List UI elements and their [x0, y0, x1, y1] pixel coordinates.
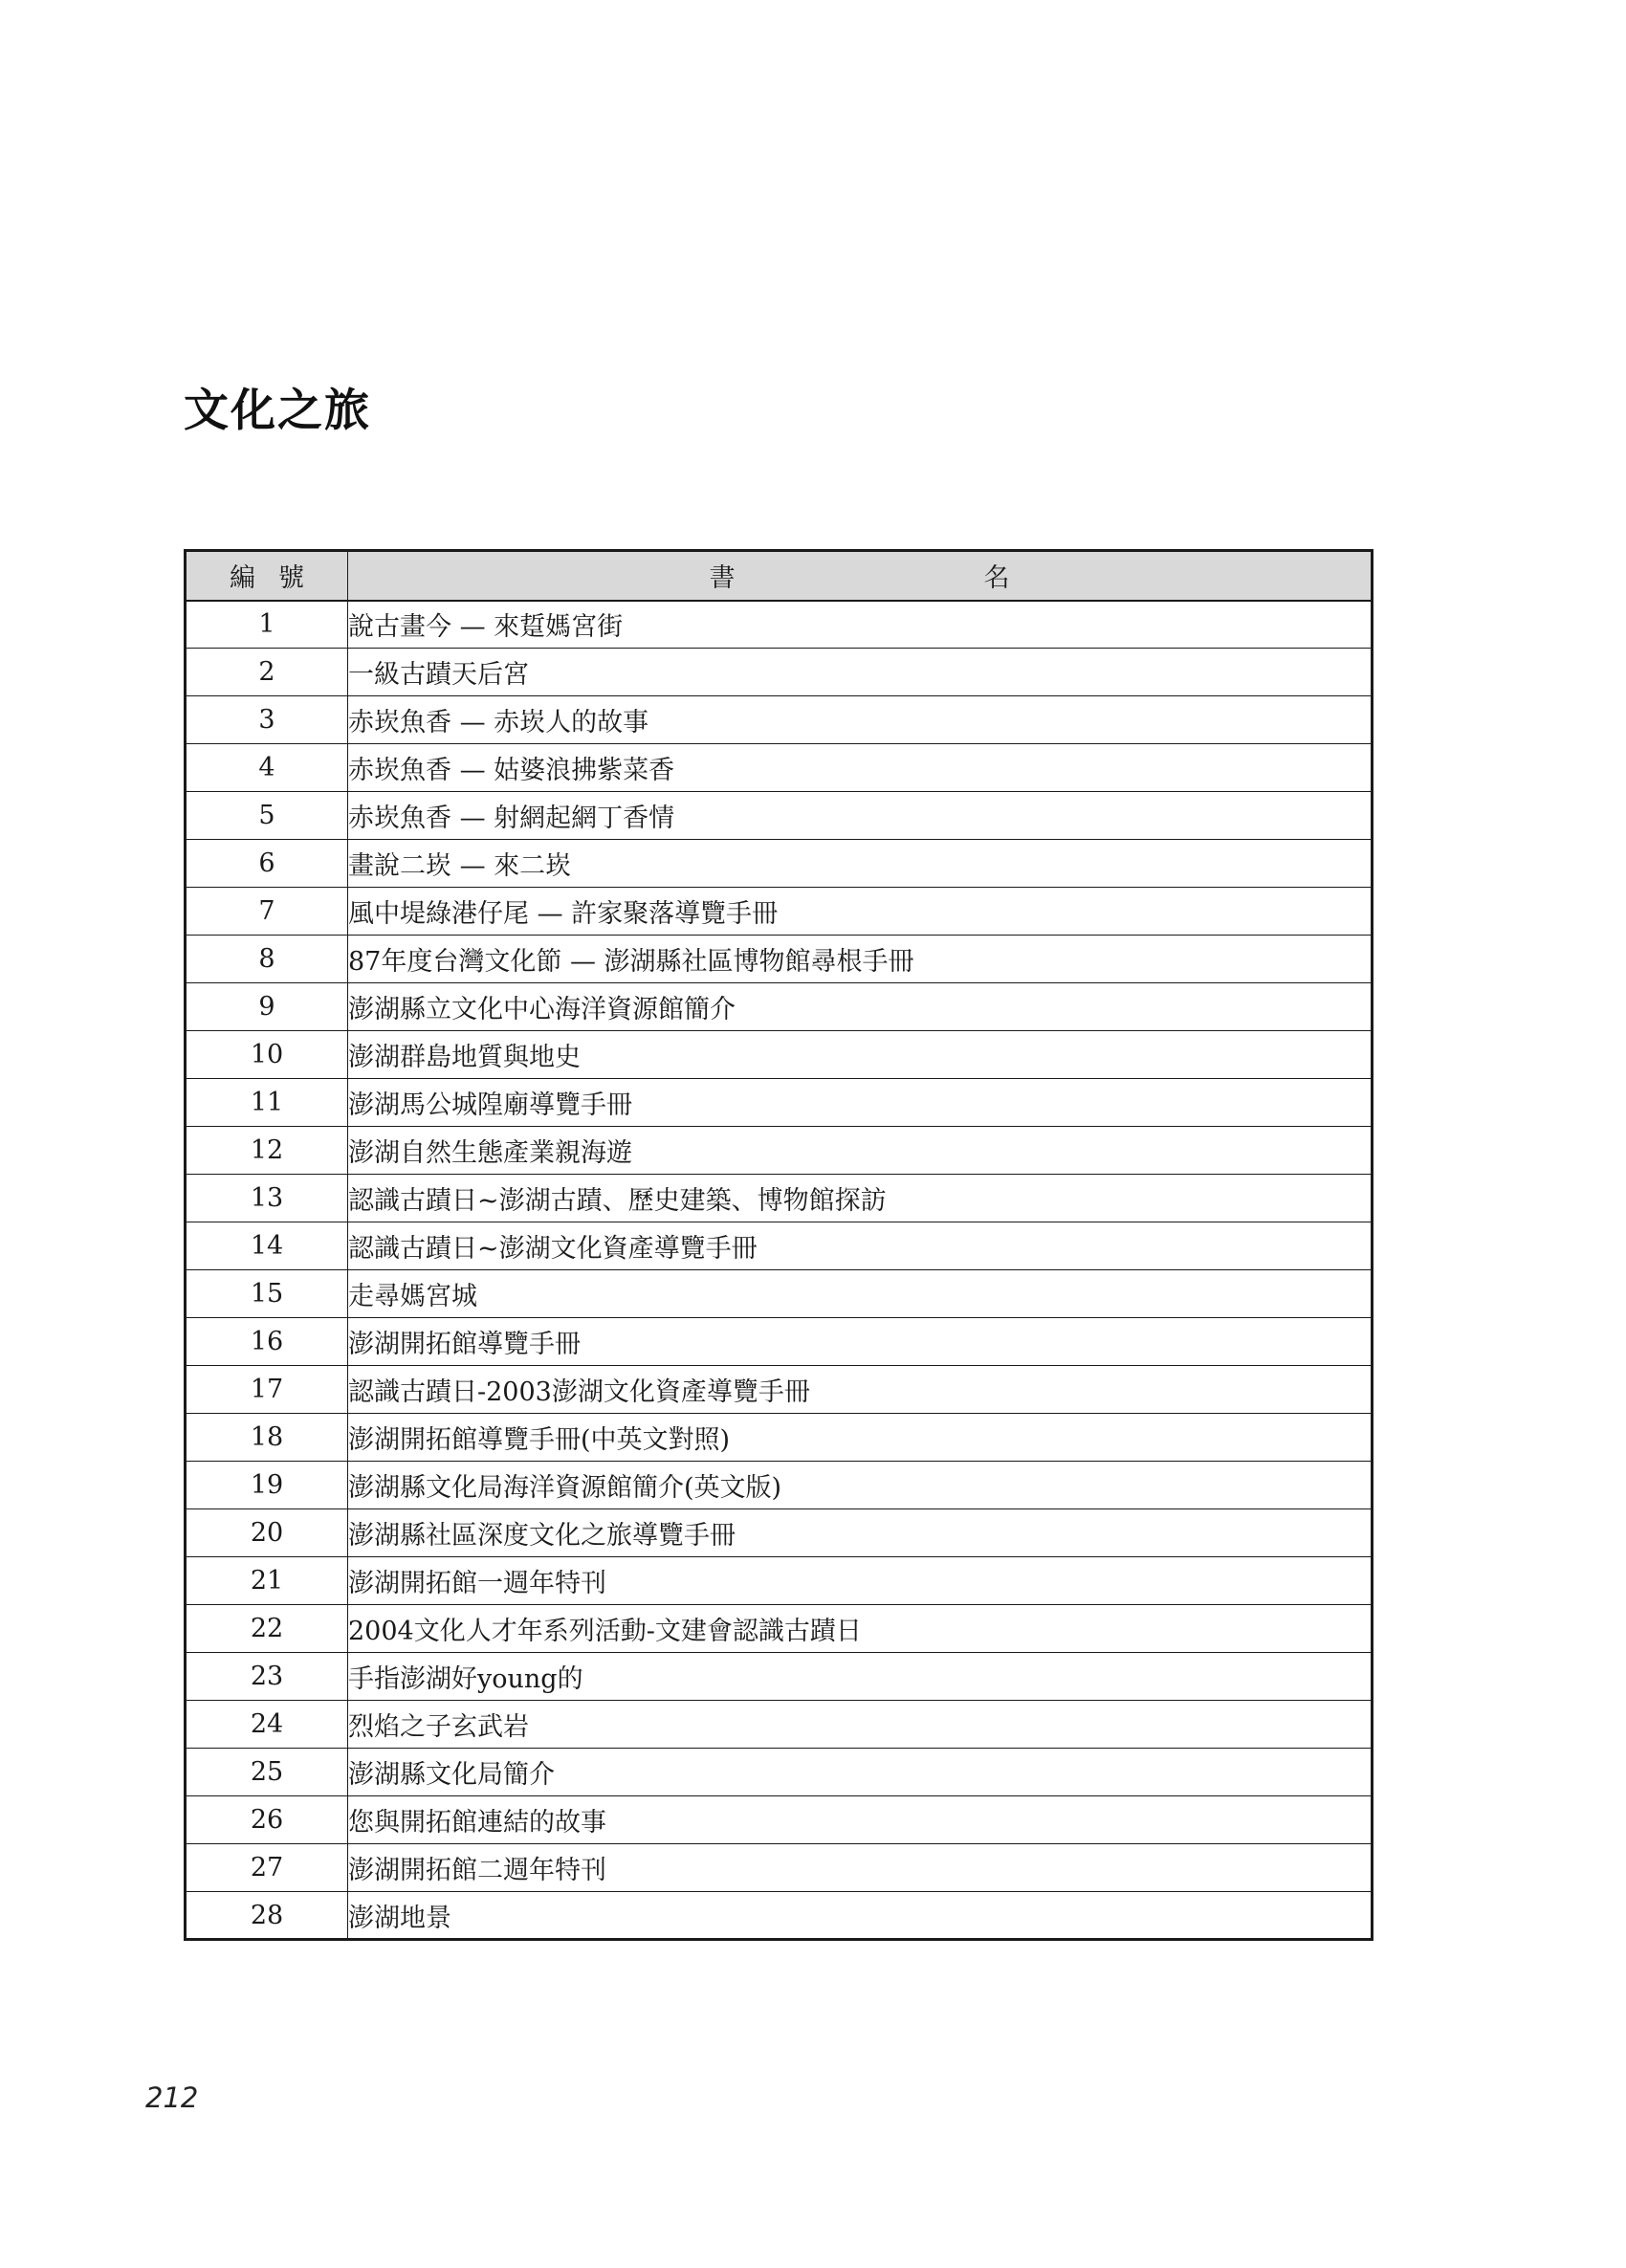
- table-row: [186, 1414, 1373, 1462]
- row-number: 10: [186, 1031, 348, 1079]
- book-title: 澎湖群島地質與地史: [348, 1031, 1373, 1079]
- book-title: 澎湖自然生態產業親海遊: [348, 1127, 1373, 1175]
- column-header-number: 編號: [186, 551, 348, 601]
- table-body: [186, 601, 1373, 1940]
- table-row: [186, 983, 1373, 1031]
- table-row: [186, 1892, 1373, 1940]
- row-number: 9: [186, 983, 348, 1031]
- table-row: [186, 1270, 1373, 1318]
- table-row: [186, 1796, 1373, 1844]
- row-number: 19: [186, 1462, 348, 1509]
- table-row: [186, 601, 1373, 649]
- book-title: 畫說二崁 — 來二崁: [348, 840, 1373, 888]
- book-title: 澎湖縣社區深度文化之旅導覽手冊: [348, 1509, 1373, 1557]
- table-row: [186, 696, 1373, 744]
- book-title: 赤崁魚香 — 赤崁人的故事: [348, 696, 1373, 744]
- row-number: 17: [186, 1366, 348, 1414]
- row-number: 8: [186, 936, 348, 983]
- row-number: 18: [186, 1414, 348, 1462]
- book-title: 您與開拓館連結的故事: [348, 1796, 1373, 1844]
- book-title: 澎湖開拓館二週年特刊: [348, 1844, 1373, 1892]
- row-number: 23: [186, 1653, 348, 1701]
- row-number: 13: [186, 1175, 348, 1222]
- book-title: 澎湖縣文化局簡介: [348, 1749, 1373, 1796]
- book-title: 說古畫今 — 來踅媽宮街: [348, 601, 1373, 649]
- row-number: 11: [186, 1079, 348, 1127]
- book-title: 澎湖開拓館導覽手冊(中英文對照): [348, 1414, 1373, 1462]
- row-number: 5: [186, 792, 348, 840]
- row-number: 20: [186, 1509, 348, 1557]
- row-number: 3: [186, 696, 348, 744]
- table-row: [186, 888, 1373, 936]
- column-header-title-right: 名: [983, 563, 1010, 594]
- book-title: 澎湖開拓館一週年特刊: [348, 1557, 1373, 1605]
- table-row: [186, 840, 1373, 888]
- table-row: [186, 1605, 1373, 1653]
- table-row: [186, 744, 1373, 792]
- table-row: [186, 1127, 1373, 1175]
- table-row: [186, 1222, 1373, 1270]
- row-number: 1: [186, 601, 348, 649]
- column-header-title-left: 書: [709, 563, 736, 594]
- table-row: [186, 1462, 1373, 1509]
- row-number: 24: [186, 1701, 348, 1749]
- book-title: 2004文化人才年系列活動-文建會認識古蹟日: [348, 1605, 1373, 1653]
- table-row: [186, 1701, 1373, 1749]
- book-title: 認識古蹟日~澎湖古蹟、歷史建築、博物館探訪: [348, 1175, 1373, 1222]
- row-number: 2: [186, 649, 348, 696]
- row-number: 25: [186, 1749, 348, 1796]
- book-title: 烈焰之子玄武岩: [348, 1701, 1373, 1749]
- row-number: 14: [186, 1222, 348, 1270]
- row-number: 21: [186, 1557, 348, 1605]
- table-header-row: [186, 551, 1373, 601]
- row-number: 4: [186, 744, 348, 792]
- book-title: 手指澎湖好young的: [348, 1653, 1373, 1701]
- table-row: [186, 1844, 1373, 1892]
- book-title: 赤崁魚香 — 射網起網丁香情: [348, 792, 1373, 840]
- book-title: 認識古蹟日-2003澎湖文化資產導覽手冊: [348, 1366, 1373, 1414]
- section-title: 文化之旅: [184, 385, 371, 437]
- book-title: 87年度台灣文化節 — 澎湖縣社區博物館尋根手冊: [348, 936, 1373, 983]
- book-title: 澎湖縣文化局海洋資源館簡介(英文版): [348, 1462, 1373, 1509]
- table-row: [186, 1557, 1373, 1605]
- table-row: [186, 649, 1373, 696]
- book-title: 一級古蹟天后宮: [348, 649, 1373, 696]
- book-list-table: [184, 549, 1373, 1941]
- row-number: 6: [186, 840, 348, 888]
- row-number: 7: [186, 888, 348, 936]
- table-row: [186, 1031, 1373, 1079]
- row-number: 12: [186, 1127, 348, 1175]
- book-title: 澎湖馬公城隍廟導覽手冊: [348, 1079, 1373, 1127]
- book-title: 赤崁魚香 — 姑婆浪拂紫菜香: [348, 744, 1373, 792]
- table-row: [186, 1175, 1373, 1222]
- row-number: 15: [186, 1270, 348, 1318]
- book-title: 風中堤綠港仔尾 — 許家聚落導覽手冊: [348, 888, 1373, 936]
- book-title: 澎湖縣立文化中心海洋資源館簡介: [348, 983, 1373, 1031]
- table-row: [186, 1749, 1373, 1796]
- row-number: 22: [186, 1605, 348, 1653]
- table-row: [186, 1079, 1373, 1127]
- book-title: 認識古蹟日~澎湖文化資產導覽手冊: [348, 1222, 1373, 1270]
- column-header-title: [348, 551, 1373, 601]
- row-number: 28: [186, 1892, 348, 1940]
- book-title: 澎湖地景: [348, 1892, 1373, 1940]
- page-number: 212: [145, 2081, 199, 2114]
- row-number: 16: [186, 1318, 348, 1366]
- table-row: [186, 1318, 1373, 1366]
- book-title: 澎湖開拓館導覽手冊: [348, 1318, 1373, 1366]
- table-row: [186, 1509, 1373, 1557]
- row-number: 27: [186, 1844, 348, 1892]
- table-row: [186, 792, 1373, 840]
- row-number: 26: [186, 1796, 348, 1844]
- table-row: [186, 1653, 1373, 1701]
- book-title: 走尋媽宮城: [348, 1270, 1373, 1318]
- table-row: [186, 936, 1373, 983]
- table-row: [186, 1366, 1373, 1414]
